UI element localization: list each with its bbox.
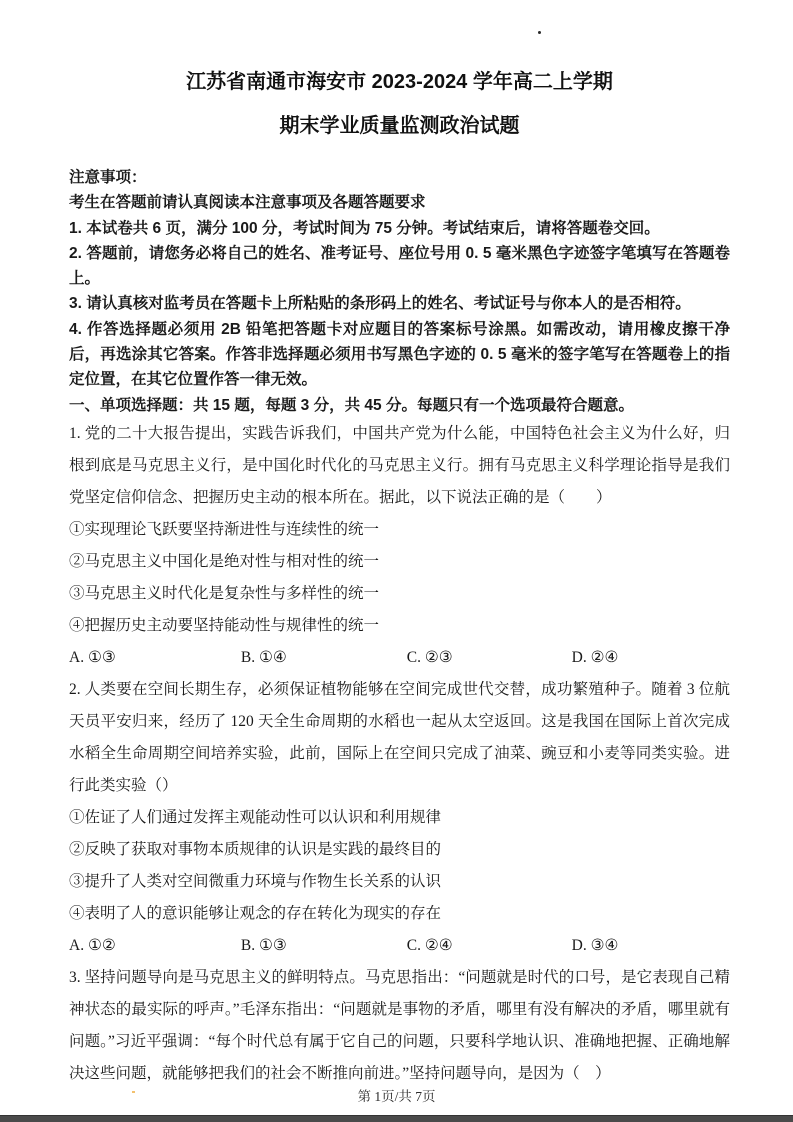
exam-title [69,60,730,148]
question-2-option-2: ②反映了获取对事物本质规律的认识是实践的最终目的 [69,840,442,858]
notice-subheading: 考生在答题前请认真阅读本注意事项及各题答题要求 [69,194,426,212]
notice-item-2: 2. 答题前，请您务必将自己的姓名、准考证号、座位号用 0. 5 毫米黑色字迹签字笔填写在答题卷上。 [69,244,730,288]
viewport-bottom-bar [0,1115,793,1122]
question-2-choice-b: B. ①③ [240,936,287,954]
notice-item-3: 3. 请认真核对监考员在答题卡上所粘贴的条形码上的姓名、考试证号与你本人的是否相符。 [69,295,691,313]
question-1-choices [69,642,730,674]
question-2 [69,674,730,962]
question-2-choice-c: C. ②④ [406,936,453,954]
question-2-option-3: ③提升了人类对空间微重力环境与作物生长关系的认识 [69,872,442,890]
question-2-option-1: ①佐证了人们通过发挥主观能动性可以认识和利用规律 [69,808,442,826]
notice-heading: 注意事项： [69,169,147,186]
question-1-choice-d: D. ②④ [571,648,619,666]
question-2-choices [69,930,730,962]
question-3-stem: 3. 坚持问题导向是马克思主义的鲜明特点。马克思指出：“问题就是时代的口号，是它表现自己精神状态的最实际的呼声。”毛泽东指出：“问题就是事物的矛盾，哪里有没有解决的矛盾，哪里就有问题。”习近平强调：“每个时代总有属于它自己的问题，只要科学地认识、准确地把握、正确地解决这些问题，就能够把我们的社会不断推向前进。”坚持问题导向，是因为（ ） [69,968,730,1082]
notice-item-1: 1. 本试卷共 6 页，满分 100 分，考试时间为 75 分钟。考试结束后，请将答题卷交回。 [69,219,660,237]
question-1-option-2: ②马克思主义中国化是绝对性与相对性的统一 [69,552,380,570]
question-1 [69,418,730,674]
question-3 [69,962,730,1090]
question-2-stem: 2. 人类要在空间长期生存，必须保证植物能够在空间完成世代交替，成功繁殖种子。随着 3 位航天员平安归来，经历了 120 天全生命周期的水稻也一起从太空返回。这是我国在国际上首次完成水稻全生命周期空间培养实验，此前，国际上在空间只完成了油菜、豌豆和小麦等同类实验。进行此类实验（） [69,680,730,794]
question-2-choice-d: D. ③④ [571,936,619,954]
notice-item-4: 4. 作答选择题必须用 2B 铅笔把答题卡对应题目的答案标号涂黑。如需改动，请用橡皮擦干净后，再选涂其它答案。作答非选择题必须用书写黑色字迹的 0. 5 毫米的签字笔写在答题卷上的指定位置，在其它位置作答一律无效。 [69,320,730,389]
question-2-choice-a: A. ①② [69,936,116,954]
question-1-option-4: ④把握历史主动要坚持能动性与规律性的统一 [69,616,380,634]
page-footer [0,1085,793,1105]
question-1-option-3: ③马克思主义时代化是复杂性与多样性的统一 [69,584,380,602]
page-number-indicator: 第 1页/共 7页 [357,1089,436,1104]
question-1-stem: 1. 党的二十大报告提出，实践告诉我们，中国共产党为什么能，中国特色社会主义为什么好，归根到底是马克思主义行，是中国化时代化的马克思主义行。拥有马克思主义科学理论指导是我们党坚定信仰信念、把握历史主动的根本所在。据此，以下说法正确的是（ ） [69,424,730,506]
question-1-option-1: ①实现理论飞跃要坚持渐进性与连续性的统一 [69,520,380,538]
question-1-choice-b: B. ①④ [240,648,287,666]
page-content [69,0,730,1090]
question-1-choice-c: C. ②③ [406,648,453,666]
question-1-choice-a: A. ①③ [69,648,116,666]
notice-block [69,165,730,418]
section-heading-single-choice: 一、单项选择题：共 15 题，每题 3 分，共 45 分。每题只有一个选项最符合题意。 [69,396,634,414]
question-2-option-4: ④表明了人的意识能够让观念的存在转化为现实的存在 [69,904,442,922]
exam-title-line1: 江苏省南通市海安市 2023-2024 学年高二上学期 [186,71,613,93]
exam-title-line2: 期末学业质量监测政治试题 [279,115,520,137]
